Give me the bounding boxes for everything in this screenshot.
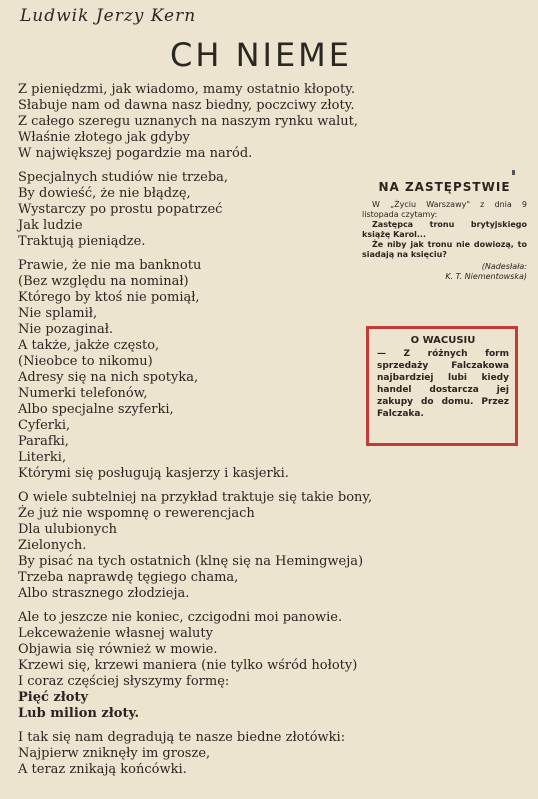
poem-line: Którego by ktoś nie pomiął,: [18, 290, 200, 305]
poem-line: Słabuje nam od dawna nasz biedny, poczciwy złoty.: [18, 98, 355, 113]
author-name: Ludwik Jerzy Kern: [20, 6, 197, 26]
poem-line: Właśnie złotego jak gdyby: [18, 130, 190, 145]
poem-line: Adresy się na nich spotyka,: [18, 370, 199, 385]
poem-line: Prawie, że nie ma banknotu: [18, 258, 202, 273]
sidebar-note-heading: NA ZASTĘPSTWIE: [378, 180, 511, 194]
poem-line: O wiele subtelniej na przykład traktuje się takie bony,: [18, 490, 373, 505]
poem-line: Nie splamił,: [18, 306, 98, 321]
poem-line: By pisać na tych ostatnich (klnę się na Hemingweja): [18, 554, 364, 569]
poem-line: Że już nie wspomnę o rewerencjach: [18, 506, 255, 521]
sidebar-note-credit: [362, 262, 527, 282]
sidebar-note-credit-label: (Nadesłała:: [481, 262, 527, 271]
poem-line: A teraz znikają końcówki.: [18, 762, 187, 777]
poem-line: Trzeba naprawdę tęgiego chama,: [18, 570, 239, 585]
poem-stanza: [18, 82, 363, 162]
poem-stanza: [18, 610, 363, 722]
poem-stanza: [18, 258, 363, 482]
poem-line: I tak się nam degradują te nasze biedne złotówki:: [18, 730, 346, 745]
poem-line: Najpierw zniknęły im grosze,: [18, 746, 211, 761]
poem-stanza: [18, 730, 363, 778]
poem-line-bold: Pięć złoty: [18, 690, 89, 705]
sidebar-note-quote: Zastępca tronu brytyjskiego książę Karol...: [362, 220, 527, 239]
poem-line: I coraz częściej słyszymy formę:: [18, 674, 230, 689]
poem-line: (Bez względu na nominał): [18, 274, 189, 289]
poem-line: Zielonych.: [18, 538, 87, 553]
sidebar-note-credit-name: K. T. Niementowska): [445, 272, 527, 281]
poem-line: Traktują pieniądze.: [18, 234, 146, 249]
poem-line: Specjalnych studiów nie trzeba,: [18, 170, 229, 185]
poem-line: Ale to jeszcze nie koniec, czcigodni moi panowie.: [18, 610, 343, 625]
poem-line: Z całego szeregu uznanych na naszym rynku walut,: [18, 114, 358, 129]
poem-line: By dowieść, że nie błądzę,: [18, 186, 191, 201]
poem-line: Lekceważenie własnej waluty: [18, 626, 213, 641]
poem-line: Dla ulubionych: [18, 522, 118, 537]
poem-line: Literki,: [18, 450, 67, 465]
poem-line: Krzewi się, krzewi maniera (nie tylko wśród hołoty): [18, 658, 358, 673]
poem-line-bold: Lub milion złoty.: [18, 706, 140, 721]
sidebar-note: [362, 180, 527, 282]
page-title: CH NIEME: [170, 36, 352, 74]
poem-line: W największej pogardzie ma naród.: [18, 146, 253, 161]
poem-line: Cyferki,: [18, 418, 71, 433]
poem-line: Z pieniędzmi, jak wiadomo, mamy ostatnio kłopoty.: [18, 82, 355, 97]
poem-line: Albo specjalne szyferki,: [18, 402, 174, 417]
sidebar-note-intro: W „Życiu Warszawy" z dnia 9 listopada czytamy:: [362, 200, 527, 219]
sidebar-note-comment: Że niby jak tronu nie dowiozą, to siadają na księciu?: [362, 240, 527, 259]
poem-line: Albo strasznego złodzieja.: [18, 586, 190, 601]
sidebar-note-body: [362, 200, 527, 260]
boxed-note-heading: O WACUSIU: [410, 335, 476, 346]
boxed-note: [366, 326, 518, 446]
print-mark: [512, 170, 515, 175]
poem-line: Parafki,: [18, 434, 69, 449]
poem-line: Wystarczy po prostu popatrzeć: [18, 202, 223, 217]
poem: [18, 82, 373, 786]
boxed-note-text: — Z różnych form sprzedaży Falczakowa najbardziej lubi kiedy handel dostarcza jej zakupy do domu. Przez Falczaka.: [377, 349, 509, 419]
poem-line: Którymi się posługują kasjerzy i kasjerki.: [18, 466, 289, 481]
poem-line: Numerki telefonów,: [18, 386, 148, 401]
poem-line: A także, jakże często,: [18, 338, 160, 353]
poem-line: Jak ludzie: [18, 218, 83, 233]
poem-line: Objawia się również w mowie.: [18, 642, 218, 657]
poem-stanza: [18, 490, 373, 602]
poem-stanza: [18, 170, 363, 250]
poem-line: (Nieobce to nikomu): [18, 354, 153, 369]
poem-line: Nie pozaginał.: [18, 322, 114, 337]
